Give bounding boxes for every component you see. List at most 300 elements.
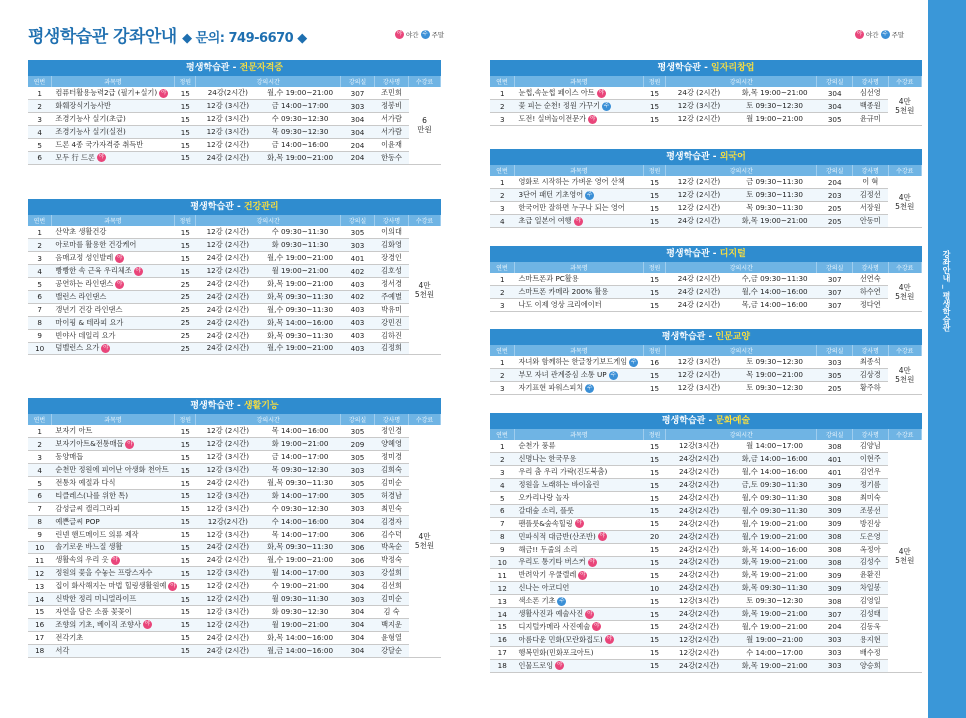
capacity: 15 bbox=[643, 608, 665, 621]
schedule: 화,목 19:00~21:00 bbox=[732, 556, 817, 569]
page-title-text: 평생학습관 강좌안내 bbox=[28, 27, 177, 47]
table-row bbox=[490, 595, 922, 608]
classroom: 307 bbox=[341, 87, 375, 100]
course-name bbox=[51, 451, 174, 464]
classroom: 305 bbox=[341, 425, 375, 438]
table-row bbox=[28, 316, 441, 329]
table-row bbox=[490, 530, 922, 543]
schedule: 금 09:30~11:30 bbox=[732, 176, 817, 189]
course-table bbox=[490, 429, 922, 673]
instructor: 정미경 bbox=[375, 451, 409, 464]
instructor: 김성태 bbox=[852, 608, 888, 621]
section-prefix: 평생학습관 - bbox=[186, 63, 240, 73]
sessions: 12강 (2시간) bbox=[196, 265, 260, 278]
course-title: 솔기로운 바느질 생활 bbox=[55, 542, 123, 552]
sessions: 24강 (2시간) bbox=[666, 215, 733, 228]
classroom: 205 bbox=[817, 382, 853, 395]
instructor: 백종원 bbox=[852, 100, 888, 113]
capacity: 25 bbox=[175, 290, 196, 303]
table-row bbox=[490, 543, 922, 556]
capacity: 20 bbox=[643, 530, 665, 543]
instructor: 주예별 bbox=[375, 290, 409, 303]
course-title: 조경기능사 실기(실전) bbox=[55, 127, 126, 137]
section-munhwa bbox=[490, 413, 922, 673]
schedule: 목 09:30~12:30 bbox=[260, 464, 341, 477]
schedule: 월,수 19:00~21:00 bbox=[260, 87, 341, 100]
instructor: 황주하 bbox=[852, 382, 888, 395]
sessions: 12강(2시간) bbox=[196, 515, 260, 528]
tuition-fee: 4만 5천원 bbox=[888, 273, 921, 312]
row-number: 10 bbox=[28, 342, 51, 355]
schedule: 화,목 14:00~16:00 bbox=[732, 543, 817, 556]
capacity: 15 bbox=[175, 580, 196, 593]
row-number: 1 bbox=[490, 273, 514, 286]
classroom: 309 bbox=[817, 569, 853, 582]
capacity: 15 bbox=[175, 554, 196, 567]
table-row bbox=[28, 87, 441, 100]
instructor: 김상경 bbox=[852, 369, 888, 382]
course-title: 빵빵한 속 근육 우리체조 bbox=[55, 266, 132, 276]
capacity: 25 bbox=[175, 303, 196, 316]
schedule: 토 09:30~12:30 bbox=[732, 595, 817, 608]
classroom: 308 bbox=[817, 492, 853, 505]
schedule: 월,목 09:30~11:30 bbox=[260, 477, 341, 490]
sessions: 24강(2시간) bbox=[666, 504, 733, 517]
legend-weekend-label: 주말 bbox=[891, 31, 905, 39]
table-row bbox=[28, 100, 441, 113]
capacity: 15 bbox=[175, 451, 196, 464]
course-table bbox=[490, 262, 922, 312]
classroom: 204 bbox=[341, 139, 375, 152]
course-table bbox=[490, 165, 922, 228]
course-title: 정원을 노래하는 바이올린 bbox=[518, 480, 600, 490]
schedule: 토 09:30~11:30 bbox=[732, 189, 817, 202]
row-number: 4 bbox=[490, 215, 514, 228]
course-name bbox=[514, 595, 643, 608]
night-icon: 야 bbox=[587, 610, 593, 617]
course-title: 꽃 피는 순천! 정원 가꾸기 bbox=[518, 101, 600, 111]
schedule: 월,수 19:00~21:00 bbox=[260, 252, 341, 265]
classroom: 305 bbox=[341, 477, 375, 490]
course-name bbox=[51, 438, 174, 451]
side-tab-label: 강좌안내 _ 평생학습관 bbox=[942, 250, 951, 332]
table-row bbox=[28, 151, 441, 164]
instructor: 백지운 bbox=[375, 618, 409, 631]
instructor: 강민진 bbox=[375, 316, 409, 329]
course-name bbox=[514, 215, 643, 228]
row-number: 13 bbox=[490, 595, 514, 608]
course-name bbox=[51, 278, 174, 291]
row-number: 13 bbox=[28, 580, 51, 593]
night-icon: 야 bbox=[606, 636, 612, 643]
schedule: 화,목 09:30~11:30 bbox=[260, 290, 341, 303]
course-title: 초급 일본어 여행 bbox=[518, 216, 572, 226]
course-name bbox=[51, 554, 174, 567]
classroom: 401 bbox=[817, 466, 853, 479]
tuition-fee: 4만 5천원 bbox=[888, 87, 921, 126]
sessions: 12강 (3시간) bbox=[196, 605, 260, 618]
instructor: 최민숙 bbox=[375, 502, 409, 515]
instructor: 김미순 bbox=[375, 477, 409, 490]
course-name bbox=[514, 608, 643, 621]
row-number: 4 bbox=[490, 479, 514, 492]
column-header-course: 과목명 bbox=[51, 76, 174, 87]
row-number: 2 bbox=[28, 239, 51, 252]
column-header-time: 강의시간 bbox=[196, 76, 341, 87]
table-row bbox=[28, 502, 441, 515]
column-header-course: 과목명 bbox=[51, 215, 174, 226]
section-prefix: 평생학습관 - bbox=[190, 202, 244, 212]
sessions: 24강 (2시간) bbox=[196, 252, 260, 265]
row-number: 10 bbox=[490, 556, 514, 569]
column-header-no: 연번 bbox=[28, 215, 51, 226]
schedule: 목 19:00~21:00 bbox=[732, 369, 817, 382]
instructor: 조민희 bbox=[375, 87, 409, 100]
classroom: 307 bbox=[817, 273, 853, 286]
column-header-cap: 정원 bbox=[643, 429, 665, 440]
weekend-icon: 주 bbox=[586, 191, 593, 198]
table-row bbox=[490, 466, 922, 479]
instructor: 윤규미 bbox=[852, 113, 888, 126]
course-name bbox=[51, 425, 174, 438]
capacity: 15 bbox=[643, 202, 665, 215]
capacity: 15 bbox=[643, 659, 665, 672]
classroom: 305 bbox=[341, 226, 375, 239]
table-row bbox=[28, 329, 441, 342]
schedule: 화,목 09:30~11:30 bbox=[260, 541, 341, 554]
classroom: 304 bbox=[341, 644, 375, 657]
instructor: 최미숙 bbox=[852, 492, 888, 505]
capacity: 25 bbox=[175, 316, 196, 329]
instructor: 이의대 bbox=[375, 226, 409, 239]
row-number: 2 bbox=[28, 438, 51, 451]
row-number: 8 bbox=[28, 316, 51, 329]
table-row bbox=[28, 464, 441, 477]
classroom: 401 bbox=[817, 453, 853, 466]
classroom: 307 bbox=[817, 299, 853, 312]
row-number: 1 bbox=[490, 440, 514, 453]
schedule: 화,목 14:00~16:00 bbox=[260, 631, 341, 644]
night-icon: 야 bbox=[396, 31, 403, 37]
schedule: 월 14:00~17:00 bbox=[260, 567, 341, 580]
capacity: 25 bbox=[175, 329, 196, 342]
section-name: 전문자격증 bbox=[239, 63, 283, 73]
column-header-teacher: 강사명 bbox=[375, 215, 409, 226]
night-icon: 야 bbox=[594, 623, 600, 630]
classroom: 403 bbox=[341, 303, 375, 316]
side-tab bbox=[928, 0, 966, 718]
classroom: 305 bbox=[817, 369, 853, 382]
capacity: 15 bbox=[643, 87, 665, 100]
column-header-time: 강의시간 bbox=[196, 215, 341, 226]
sessions: 24강(2시간) bbox=[666, 556, 733, 569]
instructor: 김 숙 bbox=[375, 605, 409, 618]
column-header-room: 강의실 bbox=[341, 414, 375, 425]
row-number: 1 bbox=[490, 87, 514, 100]
sessions: 24강(2시간) bbox=[666, 517, 733, 530]
section-name: 건강관리 bbox=[243, 202, 279, 212]
instructor: 김연우 bbox=[852, 466, 888, 479]
weekend-icon: 주 bbox=[422, 31, 428, 37]
sessions: 12강 (2시간) bbox=[196, 425, 260, 438]
section-name: 외국어 bbox=[719, 152, 746, 162]
course-title: 서각 bbox=[55, 645, 70, 655]
course-name bbox=[514, 440, 643, 453]
column-header-teacher: 강사명 bbox=[852, 262, 888, 273]
phone-info: ◆ 문의: 749-6670 ◆ bbox=[182, 31, 307, 46]
section-header bbox=[28, 60, 441, 76]
sessions: 12강 (2시간) bbox=[666, 176, 733, 189]
classroom: 303 bbox=[341, 239, 375, 252]
classroom: 205 bbox=[817, 215, 853, 228]
classroom: 304 bbox=[817, 87, 853, 100]
night-icon: 야 bbox=[135, 267, 141, 274]
schedule: 월,수 19:00~21:00 bbox=[260, 342, 341, 355]
table-row bbox=[490, 556, 922, 569]
instructor: 심선영 bbox=[852, 87, 888, 100]
course-name bbox=[51, 342, 174, 355]
capacity: 15 bbox=[175, 425, 196, 438]
sessions: 24강(2시간) bbox=[666, 582, 733, 595]
table-row bbox=[28, 290, 441, 303]
capacity: 15 bbox=[643, 492, 665, 505]
classroom: 304 bbox=[341, 618, 375, 631]
sessions: 12강(2시간) bbox=[666, 646, 733, 659]
row-number: 3 bbox=[490, 382, 514, 395]
capacity: 15 bbox=[643, 299, 665, 312]
legend-night-label: 야간 bbox=[406, 31, 419, 39]
row-number: 16 bbox=[28, 618, 51, 631]
capacity: 15 bbox=[643, 620, 665, 633]
schedule: 월 19:00~21:00 bbox=[260, 618, 341, 631]
course-title: 행복민화(민화포크아트) bbox=[518, 647, 594, 657]
row-number: 11 bbox=[490, 569, 514, 582]
schedule: 월,수 19:00~21:00 bbox=[732, 517, 817, 530]
schedule: 수 19:00~21:00 bbox=[260, 580, 341, 593]
column-header-teacher: 강사명 bbox=[375, 414, 409, 425]
capacity: 15 bbox=[175, 87, 196, 100]
table-row bbox=[28, 618, 441, 631]
row-number: 1 bbox=[28, 87, 51, 100]
course-title: 자기표현 파워스피치 bbox=[518, 383, 584, 393]
course-name bbox=[514, 556, 643, 569]
classroom: 303 bbox=[341, 567, 375, 580]
table-row bbox=[490, 382, 922, 395]
classroom: 304 bbox=[341, 580, 375, 593]
sessions: 12강(3시간) bbox=[666, 440, 733, 453]
row-number: 2 bbox=[28, 100, 51, 113]
course-name bbox=[514, 646, 643, 659]
column-header-teacher: 강사명 bbox=[852, 429, 888, 440]
row-number: 2 bbox=[490, 189, 514, 202]
instructor: 김영일 bbox=[852, 595, 888, 608]
section-name: 디지털 bbox=[719, 249, 746, 259]
column-header-course: 과목명 bbox=[514, 345, 643, 356]
capacity: 15 bbox=[175, 239, 196, 252]
column-header-teacher: 강사명 bbox=[375, 76, 409, 87]
course-title: 나도 이제 영상 크리에이터 bbox=[518, 300, 602, 310]
course-name bbox=[51, 252, 174, 265]
course-title: 도전! 실버놀이전문가 bbox=[518, 114, 587, 124]
instructor: 양승희 bbox=[852, 659, 888, 672]
table-row bbox=[28, 644, 441, 657]
row-number: 2 bbox=[490, 100, 514, 113]
schedule: 토 09:30~12:30 bbox=[732, 356, 817, 369]
schedule: 월,수 09:30~11:30 bbox=[260, 303, 341, 316]
course-title: 정원의 꽃을 수놓는 프랑스자수 bbox=[55, 568, 153, 578]
night-icon: 야 bbox=[599, 533, 605, 540]
classroom: 401 bbox=[341, 252, 375, 265]
night-icon: 야 bbox=[589, 558, 595, 565]
night-icon: 야 bbox=[127, 440, 133, 447]
table-row bbox=[490, 87, 922, 100]
capacity: 15 bbox=[643, 273, 665, 286]
instructor: 방진상 bbox=[852, 517, 888, 530]
row-number: 4 bbox=[28, 265, 51, 278]
classroom: 306 bbox=[341, 554, 375, 567]
schedule: 수 14:00~16:00 bbox=[260, 515, 341, 528]
schedule: 수,금 09:30~11:30 bbox=[732, 273, 817, 286]
instructor: 이현주 bbox=[852, 453, 888, 466]
table-row bbox=[490, 646, 922, 659]
night-icon: 야 bbox=[598, 89, 604, 96]
course-title: 마이핑 & 테라피 요가 bbox=[55, 317, 124, 327]
row-number: 2 bbox=[490, 369, 514, 382]
instructor: 최종석 bbox=[852, 356, 888, 369]
schedule: 월,수 19:00~21:00 bbox=[732, 620, 817, 633]
row-number: 3 bbox=[490, 466, 514, 479]
classroom: 304 bbox=[341, 113, 375, 126]
sessions: 24강 (2시간) bbox=[666, 87, 733, 100]
capacity: 15 bbox=[643, 646, 665, 659]
course-name bbox=[51, 87, 174, 100]
table-row bbox=[28, 139, 441, 152]
course-name bbox=[51, 139, 174, 152]
capacity: 15 bbox=[175, 252, 196, 265]
course-name bbox=[514, 382, 643, 395]
schedule: 목,금 14:00~16:00 bbox=[732, 299, 817, 312]
schedule: 금 14:00~17:00 bbox=[260, 100, 341, 113]
classroom: 403 bbox=[341, 278, 375, 291]
course-name bbox=[514, 620, 643, 633]
course-name bbox=[51, 316, 174, 329]
column-header-course: 과목명 bbox=[514, 165, 643, 176]
capacity: 15 bbox=[643, 215, 665, 228]
row-number: 17 bbox=[490, 646, 514, 659]
sessions: 24강 (2시간) bbox=[196, 644, 260, 657]
course-name bbox=[514, 100, 643, 113]
capacity: 15 bbox=[175, 644, 196, 657]
course-title: 순천가 풍류 bbox=[518, 441, 556, 451]
sessions: 12강(3시간) bbox=[666, 595, 733, 608]
course-title: 신나는 아코디언 bbox=[518, 583, 570, 593]
capacity: 15 bbox=[643, 543, 665, 556]
legend-right bbox=[855, 30, 904, 39]
course-title: 아름다운 민화(모란화접도) bbox=[518, 634, 603, 644]
row-number: 1 bbox=[490, 356, 514, 369]
course-title: 스마트폰과 PC활용 bbox=[518, 274, 579, 284]
sessions: 12강 (2시간) bbox=[666, 202, 733, 215]
course-title: 덤벨런스 요가 bbox=[55, 343, 100, 353]
schedule: 화,목 19:00~21:00 bbox=[732, 215, 817, 228]
course-name bbox=[514, 504, 643, 517]
sessions: 12강 (2시간) bbox=[196, 580, 260, 593]
table-row bbox=[490, 356, 922, 369]
column-header-cap: 정원 bbox=[175, 76, 196, 87]
column-header-no: 연번 bbox=[28, 414, 51, 425]
sessions: 12강 (2시간) bbox=[196, 139, 260, 152]
classroom: 307 bbox=[817, 286, 853, 299]
column-header-time: 강의시간 bbox=[196, 414, 341, 425]
course-name bbox=[514, 479, 643, 492]
course-title: 공연하는 라인댄스 bbox=[55, 279, 114, 288]
capacity: 15 bbox=[175, 489, 196, 502]
course-name bbox=[51, 593, 174, 606]
schedule: 화 19:00~21:00 bbox=[260, 438, 341, 451]
night-icon: 야 bbox=[144, 621, 151, 628]
row-number: 5 bbox=[28, 278, 51, 291]
instructor: 조봉선 bbox=[852, 504, 888, 517]
course-title: 산약초 생활건강 bbox=[55, 227, 107, 237]
row-number: 5 bbox=[28, 477, 51, 490]
sessions: 12강 (3시간) bbox=[196, 464, 260, 477]
column-header-no: 연번 bbox=[490, 429, 514, 440]
instructor: 선연숙 bbox=[852, 273, 888, 286]
table-row bbox=[28, 438, 441, 451]
classroom: 203 bbox=[817, 189, 853, 202]
tuition-fee: 4만 5천원 bbox=[888, 176, 921, 228]
instructor: 강설희 bbox=[375, 567, 409, 580]
capacity: 15 bbox=[175, 438, 196, 451]
schedule: 화,목 19:00~21:00 bbox=[732, 87, 817, 100]
course-title: 색소폰 기초 bbox=[518, 596, 556, 606]
course-title: 우리도 통기타 버스커 bbox=[518, 557, 586, 567]
column-header-course: 과목명 bbox=[514, 262, 643, 273]
course-title: 한국어만 잘하면 누구나 되는 영어 bbox=[518, 203, 625, 213]
section-prefix: 평생학습관 - bbox=[666, 249, 720, 259]
sessions: 12강 (3시간) bbox=[196, 567, 260, 580]
section-name: 생활기능 bbox=[243, 401, 279, 411]
weekend-icon: 주 bbox=[631, 358, 637, 365]
instructor: 허경남 bbox=[375, 489, 409, 502]
night-icon: 야 bbox=[117, 280, 123, 287]
classroom: 305 bbox=[817, 113, 853, 126]
capacity: 15 bbox=[643, 382, 665, 395]
course-name bbox=[514, 87, 643, 100]
capacity: 15 bbox=[175, 515, 196, 528]
table-row bbox=[28, 265, 441, 278]
sessions: 24강(2시간) bbox=[666, 492, 733, 505]
sessions: 24강(2시간) bbox=[666, 479, 733, 492]
capacity: 15 bbox=[643, 100, 665, 113]
column-header-room: 강의실 bbox=[817, 345, 853, 356]
course-title: 음매교정 성인발레 bbox=[55, 253, 114, 263]
section-jeonmun bbox=[28, 60, 441, 165]
table-row bbox=[490, 273, 922, 286]
classroom: 304 bbox=[817, 100, 853, 113]
table-row bbox=[490, 113, 922, 126]
table-row bbox=[28, 567, 441, 580]
course-name bbox=[514, 189, 643, 202]
table-row bbox=[28, 425, 441, 438]
schedule: 월,금 14:00~16:00 bbox=[260, 644, 341, 657]
column-header-fee: 수강료 bbox=[888, 165, 921, 176]
instructor: 정봉비 bbox=[375, 100, 409, 113]
table-row bbox=[28, 451, 441, 464]
capacity: 15 bbox=[175, 528, 196, 541]
section-header bbox=[490, 246, 922, 262]
capacity: 15 bbox=[175, 593, 196, 606]
